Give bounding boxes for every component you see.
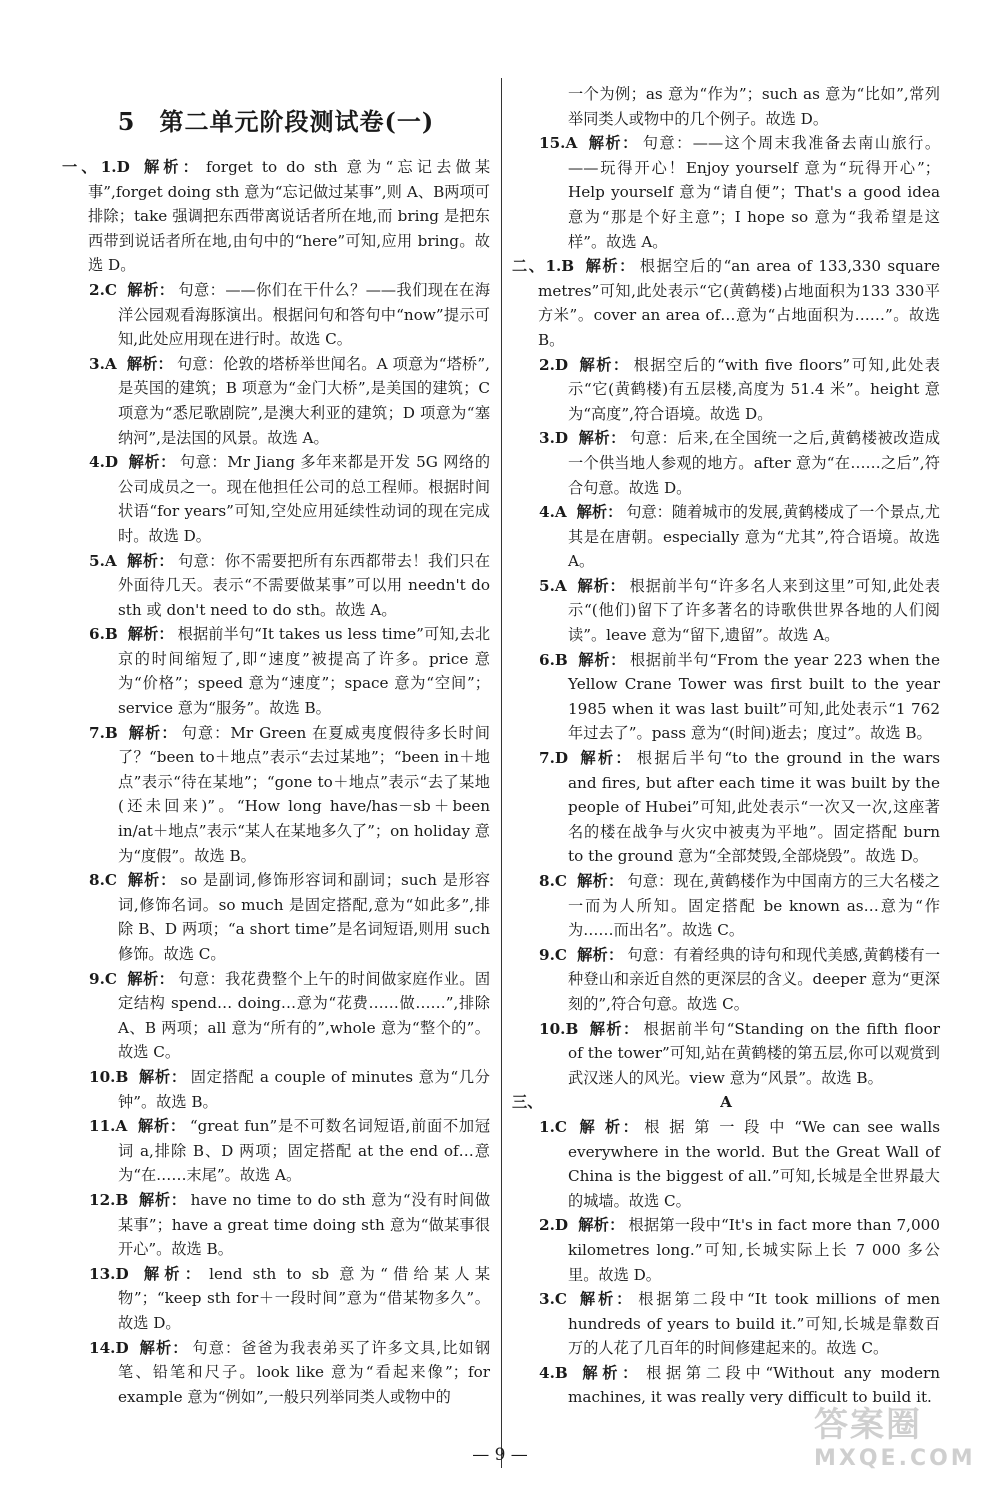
analysis-label: 解析：	[578, 429, 626, 448]
watermark-line-2: MXQE.COM	[814, 1446, 976, 1471]
analysis-label: 解析：	[138, 1264, 206, 1283]
item-number: 6.	[89, 625, 105, 644]
item-number: 5.	[89, 551, 105, 570]
analysis-text: have no time to do sth 意为“没有时间做某事”；have a great time doing sth 意为“做某事很开心”。故选 B。	[118, 1190, 491, 1259]
analysis-label: 解析：	[576, 872, 624, 890]
analysis-text: 句意：Mr Green 在夏威夷度假待多长时间了？“been to＋地点”表示“去过某地”；“been in＋地点”表示“待在某地”；“gone to＋地点”表示“去了某地(还未回来)”。“How long have/has－sb＋been in/at＋地点”表示“某人在某地多久了”；on holiday 意为“度假”。故选 B。	[118, 723, 490, 865]
analysis-label: 解析：	[578, 1216, 625, 1235]
passage-label: A	[720, 1093, 732, 1112]
analysis-text: 句意：——你们在干什么？——我们现在在海洋公园观看海豚演出。根据问句和答句中“now”提示可知,此处应用现在进行时。故选 C。	[118, 280, 491, 349]
answer-item	[512, 131, 940, 254]
analysis-label: 解析：	[588, 1019, 640, 1038]
item-answer: B	[565, 1019, 579, 1038]
answer-item	[62, 1262, 490, 1336]
analysis-text: 句意：你不需要把所有东西都带去！我们只在外面待几天。表示“不需要做某事”可以用 needn't do sth 或 don't need to do sth。故选 A。	[118, 551, 491, 619]
analysis-label: 解析：	[126, 354, 173, 373]
item-answer: B	[554, 1363, 568, 1382]
analysis-label: 解析：	[126, 551, 174, 570]
item-number: 7.	[89, 723, 105, 742]
analysis-text: 根据前半句“Standing on the fifth floor of the tower”可知,站在黄鹤楼的第五层,你可以观赏到武汉迷人的风光。view 意为“风景”。故选 B。	[568, 1019, 941, 1087]
analysis-text: 根据空后的“with five floors”可知,此处表示“它(黄鹤楼)有五层楼,高度为 51.4 米”。height 意为“高度”,符合语境。故选 D。	[568, 355, 940, 423]
item-number: 2.	[89, 280, 105, 299]
analysis-text: 句意：现在,黄鹤楼作为中国南方的三大名楼之一而为人所知。固定搭配 be known as…意为“作为……而出名”。故选 C。	[568, 872, 941, 940]
item-answer: C	[104, 280, 117, 299]
item-answer: A	[554, 576, 567, 595]
item-answer: A	[104, 354, 117, 373]
analysis-text: lend sth to sb 意为“借给某人某物”；“keep sth for＋一段时间”意为“借某物多久”。故选 D。	[118, 1264, 491, 1332]
item-number: 15.	[539, 134, 566, 153]
item-number: 2.	[539, 355, 555, 374]
answer-item	[62, 155, 490, 278]
analysis-label: 解析：	[576, 945, 624, 964]
analysis-label: 解析：	[578, 749, 633, 768]
analysis-text: 根据前半句“许多名人来到这里”可知,此处表示“(他们)留下了许多著名的诗歌供世界各地的人们阅读”。leave 意为“留下,遗留”。故选 A。	[568, 576, 940, 645]
item-number: 10.	[89, 1067, 116, 1086]
answer-item	[512, 1017, 940, 1091]
answer-item	[62, 549, 490, 623]
answer-item	[62, 450, 490, 548]
item-number: 6.	[539, 650, 555, 669]
item-number: 7.	[539, 749, 555, 768]
item-answer: C	[104, 871, 117, 890]
item-answer: D	[104, 453, 119, 472]
item-number: 8.	[89, 871, 105, 890]
answer-item	[512, 1115, 940, 1213]
answer-item	[62, 721, 490, 869]
item-number: 10.	[539, 1019, 566, 1038]
analysis-label: 解析：	[126, 969, 175, 988]
right-column	[512, 82, 940, 1410]
item-answer: B	[115, 1067, 129, 1086]
answer-item	[62, 622, 490, 720]
item-number: 11.	[89, 1117, 116, 1136]
section-number: 三、	[512, 1093, 543, 1112]
analysis-label: 解析：	[577, 1363, 643, 1382]
item-answer: D	[115, 1264, 129, 1283]
item-number: 4.	[539, 1363, 555, 1382]
analysis-text: 根据后半句“to the ground in the wars and fires, but after each time it was built by the people of Hubei”可知,此处表示“一次又一次,这座著名的楼在战争与火灾中被夷为平地”。固定搭配 burn to the ground 意为“全部焚毁,全部烧毁”。故选 D。	[568, 749, 940, 866]
answer-item	[512, 869, 940, 943]
item-answer: D	[554, 355, 569, 374]
item-answer: B	[104, 723, 118, 742]
answer-item	[62, 1065, 490, 1114]
item-answer: D	[554, 429, 569, 448]
title-number: 5	[117, 107, 136, 136]
analysis-text: “great fun”是不可数名词短语,前面不加冠词 a,排除 B、D 两项；固定搭配 at the end of…意为“在……末尾”。故选 A。	[118, 1117, 491, 1185]
analysis-label: 解析：	[139, 158, 203, 176]
answer-item	[512, 574, 940, 648]
analysis-label: 解析：	[137, 1117, 186, 1136]
analysis-label: 解析：	[587, 134, 639, 153]
item-number: 二、1.	[512, 257, 562, 276]
watermark-logo	[814, 1397, 976, 1477]
analysis-label: 解析：	[138, 1067, 187, 1086]
item-answer: B	[115, 1190, 129, 1209]
item-number: 8.	[539, 872, 555, 890]
answer-item	[512, 500, 940, 574]
answer-item	[512, 943, 940, 1017]
analysis-label: 解析：	[577, 650, 626, 669]
item-answer: B	[104, 625, 118, 644]
item-answer: C	[554, 1290, 567, 1309]
item-answer: D	[554, 749, 569, 768]
answer-item	[512, 1287, 940, 1361]
answer-item	[62, 868, 490, 966]
item-number: 4.	[539, 503, 555, 522]
answer-item	[62, 278, 490, 352]
answer-item	[512, 1213, 940, 1287]
analysis-text: 句意：爸爸为我表弟买了许多文具,比如钢笔、铅笔和尺子。look like 意为“看起来像”；for example 意为“例如”,一般只列举同类人或物中的	[118, 1338, 491, 1406]
answer-item	[62, 352, 490, 450]
item-answer: C	[104, 969, 117, 988]
item-answer: D	[116, 158, 130, 176]
analysis-label: 解析：	[578, 355, 630, 374]
answer-item	[512, 648, 940, 746]
analysis-label: 解析：	[576, 1290, 635, 1309]
item-number: 2.	[539, 1216, 555, 1235]
item-number: 一、1.	[62, 158, 117, 176]
answer-item	[62, 967, 490, 1065]
item-answer: A	[104, 551, 117, 570]
page-title	[62, 102, 490, 137]
analysis-text: forget to do sth 意为“忘记去做某事”,forget doing sth 意为“忘记做过某事”,则 A、B两项可排除；take 强调把东西带离说话者所在地,而 bring 是把东西带到说话者所在地,由句中的“here”可知,应用 bring。故选 D。	[88, 158, 491, 275]
analysis-label: 解析：	[127, 723, 178, 742]
analysis-label: 解析：	[126, 871, 177, 890]
analysis-text: 固定搭配 a couple of minutes 意为“几分钟”。故选 B。	[118, 1067, 490, 1111]
item-answer: D	[115, 1338, 129, 1357]
answer-item	[512, 254, 940, 352]
item-answer: A	[554, 503, 567, 522]
watermark-line-1: 答案圈	[814, 1405, 922, 1445]
analysis-text: 根据前半句“From the year 223 when the Yellow Crane Tower was first built to the year 1985 when it was last built”可知,此处表示“1 762年过去了”。pass 意为“(时间)逝去；度过”。故选 B。	[568, 650, 940, 743]
column-divider	[501, 78, 502, 1468]
analysis-text: 句意：随着城市的发展,黄鹤楼成了一个景点,尤其是在唐朝。especially 意为“尤其”,符合语境。故选 A。	[568, 503, 941, 571]
analysis-label: 解析：	[138, 1190, 187, 1209]
item-number: 4.	[89, 453, 105, 472]
analysis-text: 根 据 第 一 段 中 “We can see walls everywhere in the world. But the Great Wall of China is the biggest of all.”可知,长城是全世界最大的城墙。故选 C。	[568, 1117, 940, 1210]
answer-item	[62, 1336, 490, 1410]
analysis-text: 根据第二段中“Without any modern machines, it was really very difficult to build it.	[568, 1363, 941, 1407]
answer-item	[512, 426, 940, 500]
analysis-text: 句意：——这个周末我准备去南山旅行。——玩得开心！Enjoy yourself 意为“玩得开心”；Help yourself 意为“请自便”；That's a good idea 意为“那是个好主意”；I hope so 意为“我希望是这样”。故选 A。	[568, 134, 941, 251]
item-number: 12.	[89, 1190, 116, 1209]
item-answer: D	[554, 1216, 569, 1235]
analysis-label: 解 析：	[576, 1117, 641, 1136]
item-answer: A	[565, 134, 578, 153]
item-number: 3.	[539, 429, 555, 448]
item-number: 9.	[539, 945, 555, 964]
item-answer: C	[554, 872, 567, 890]
answer-item	[62, 1188, 490, 1262]
analysis-text: 根据空后的“an area of 133,330 square metres”可知,此处表示“它(黄鹤楼)占地面积为133 330平方米”。cover an area of…意为“占地面积为……”。故选 B。	[538, 257, 941, 349]
right-answer-list	[512, 82, 940, 1410]
analysis-text: 根据前半句“It takes us less time”可知,去北京的时间缩短了,即“速度”被提高了许多。price 意为“价格”；speed 意为“速度”；space 意为“空间”；service 意为“服务”。故选 B。	[118, 625, 491, 718]
analysis-label: 解析：	[576, 576, 626, 595]
item-answer: C	[554, 945, 567, 964]
section-heading	[512, 1090, 940, 1115]
item-answer: B	[554, 650, 568, 669]
item-number: 9.	[89, 969, 105, 988]
item-number: 13.	[89, 1264, 116, 1283]
item-answer: B	[561, 257, 575, 276]
analysis-text: 根据第一段中“It's in fact more than 7,000 kilometres long.”可知,长城实际上长 7 000 多公里。故选 D。	[568, 1216, 941, 1284]
analysis-text: 句意：我花费整个上午的时间做家庭作业。固定结构 spend… doing…意为“花费……做……”,排除 A、B 两项；all 意为“所有的”,whole 意为“整个的”。故选 C。	[118, 969, 491, 1062]
analysis-label: 解析：	[126, 280, 175, 299]
analysis-label: 解析：	[127, 625, 174, 644]
left-answer-list	[62, 155, 490, 1409]
left-column	[62, 72, 490, 1409]
answer-item	[512, 353, 940, 427]
analysis-label: 解析：	[576, 503, 623, 522]
item-number: 3.	[89, 354, 105, 373]
answer-item	[62, 1114, 490, 1188]
item-answer: A	[115, 1117, 128, 1136]
item-number: 14.	[89, 1338, 116, 1357]
page-number: — 9 —	[472, 1445, 528, 1465]
analysis-text: so 是副词,修饰形容词和副词；such 是形容词,修饰名词。so much 是固定搭配,意为“如此多”,排除 B、D 两项；“a short time”是名词短语,则用 such 修饰。故选 C。	[118, 871, 490, 963]
analysis-text: 句意：Mr Jiang 多年来都是开发 5G 网络的公司成员之一。现在他担任公司的总工程师。根据时间状语“for years”可知,空处应用延续性动词的现在完成时。故选 D。	[118, 453, 491, 545]
analysis-label: 解析：	[584, 257, 636, 276]
item-number: 3.	[539, 1290, 555, 1309]
item-number: 1.	[539, 1117, 555, 1136]
answer-item	[512, 746, 940, 869]
item-answer: C	[554, 1117, 567, 1136]
analysis-text: 句意：有着经典的诗句和现代美感,黄鹤楼有一种登山和亲近自然的更深层的含义。deeper 意为“更深刻的”,符合句意。故选 C。	[568, 945, 941, 1013]
analysis-text: 根据第二段中“It took millions of men hundreds of years to build it.”可知,长城是靠数百万的人花了几百年的时间修建起来的。故选 C。	[568, 1290, 940, 1358]
title-text: 第二单元阶段测试卷(一)	[159, 107, 435, 136]
analysis-text: 句意：后来,在全国统一之后,黄鹤楼被改造成一个供当地人参观的地方。after 意为“在……之后”,符合句意。故选 D。	[568, 429, 941, 497]
analysis-text: 句意：伦敦的塔桥举世闻名。A 项意为“塔桥”,是英国的建筑；B 项意为“金门大桥”,是美国的建筑；C 项意为“悉尼歌剧院”,是澳大利亚的建筑；D 项意为“塞纳河”,是法国的风景。故选 A。	[118, 354, 491, 447]
analysis-label: 解析：	[128, 453, 176, 472]
continued-text: 一个为例；as 意为“作为”；such as 意为“比如”,常列举同类人或物中的几个例子。故选 D。	[568, 85, 940, 128]
item-number: 5.	[539, 576, 555, 595]
analysis-label: 解析：	[138, 1338, 189, 1357]
